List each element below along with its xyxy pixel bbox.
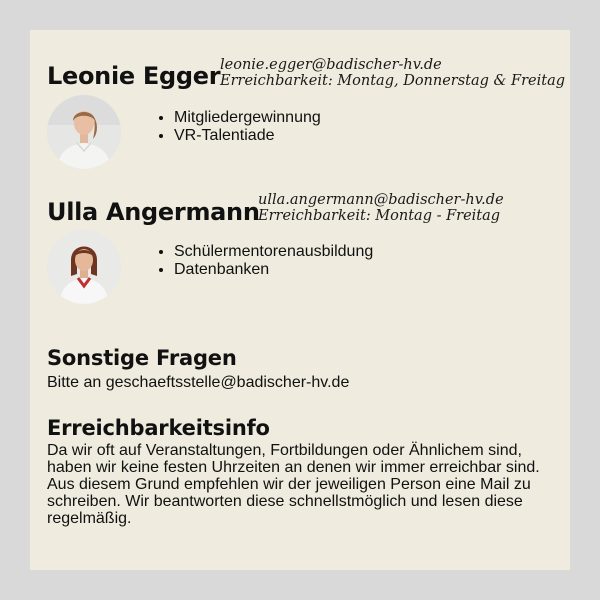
topic-list [152,243,373,279]
topic-list [152,109,321,145]
person-name: Leonie Egger [47,62,221,90]
list-item: • Mitgliedergewinnung [174,109,321,127]
person-contact [220,57,565,89]
person-contact [258,192,504,224]
paragraph: Aus diesem Grund empfehlen wir der jeweiligen Person eine Mail zu schreiben. Wir beantworten diese schnellstmöglich und lesen diese regelmäßig. [47,476,531,527]
person-email[interactable]: leonie.egger@badischer-hv.de [220,57,442,73]
contact-card [30,30,570,570]
person-availability: Erreichbarkeit: Montag - Freitag [258,208,501,224]
person-email[interactable]: ulla.angermann@badischer-hv.de [258,192,504,208]
section-heading: Erreichbarkeitsinfo [47,416,270,440]
section-heading: Sonstige Fragen [47,346,237,370]
avatar [47,95,121,169]
list-item: • VR-Talentiade [174,127,321,145]
paragraph: Da wir oft auf Veranstaltungen, Fortbildungen oder Ähnlichem sind, haben wir keine festen Uhrzeiten an denen wir immer erreichbar sind. [47,442,540,476]
list-item: • Datenbanken [174,261,373,279]
person-name: Ulla Angermann [47,198,260,226]
avatar [47,230,121,304]
person-availability: Erreichbarkeit: Montag, Donnerstag & Freitag [220,73,566,89]
list-item: • Schülermentorenausbildung [174,243,373,261]
availability-info-text [47,442,547,527]
other-questions-text: Bitte an geschaeftsstelle@badischer-hv.de [47,374,350,391]
